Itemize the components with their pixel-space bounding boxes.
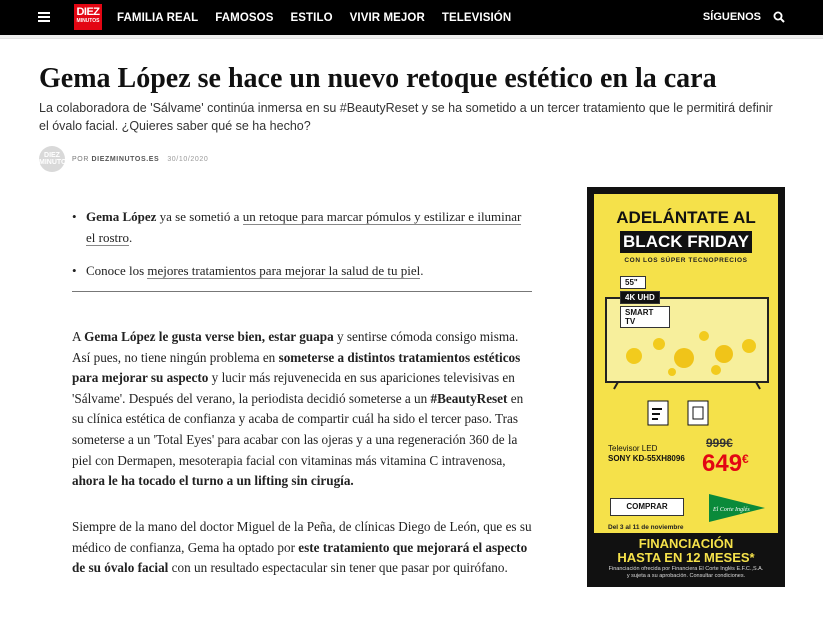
subnav-strip xyxy=(0,35,823,39)
list-item xyxy=(72,260,532,281)
bullet-text: ya se sometió a xyxy=(156,209,243,224)
text-run-bold: #BeautyReset xyxy=(430,390,508,406)
byline xyxy=(39,146,208,172)
main-nav xyxy=(117,0,528,35)
energy-label-icon xyxy=(640,399,720,427)
product-line-2: SONY KD-55XH8096 xyxy=(608,454,685,463)
spec-tag-smart: SMART TV xyxy=(620,306,670,328)
nav-item-estilo[interactable]: ESTILO xyxy=(290,11,333,24)
new-price-value: 649 xyxy=(702,450,743,477)
top-navigation-bar xyxy=(0,0,823,35)
text-run-bold: someterse a distintos tratamientos estéticos para mejorar su aspecto xyxy=(72,349,521,386)
ad-black-friday: BLACK FRIDAY xyxy=(620,231,752,253)
logo-text-bottom: MINUTOS xyxy=(76,18,100,24)
disclaimer-line-1: Financiación ofrecida por Financiera El Corte Inglés E.F.C.,S.A. xyxy=(608,566,764,572)
financing-line-2: HASTA EN 12 MESES* xyxy=(617,550,755,565)
ad-yellow-panel xyxy=(594,194,778,533)
text-run: con un resultado espectacular sin tener que pasar por quirófano. xyxy=(168,560,508,576)
product-line-1: Televisor LED xyxy=(608,444,658,453)
author-avatar[interactable]: DIEZ MINUTOS xyxy=(39,146,65,172)
author-line xyxy=(72,156,159,163)
text-run-bold: este tratamiento que mejorará el aspecto de su óvalo facial xyxy=(72,539,528,576)
text-run: en su clínica estética de confianza y acaba de compartir cuál ha sido el tercer paso. Tras someterse a un 'Total Eyes' para acabar con las ojeras y a una regeneración 360 de la piel con Dermapen, mesoterapia facial con vitaminas más vitamina C intravenosa, xyxy=(72,390,524,468)
text-run-bold: ahora le ha tocado el turno a un lifting sin cirugía. xyxy=(72,473,354,489)
article-paragraph-1 xyxy=(72,327,536,492)
text-run: y lucir más rejuvenecida en sus apariciones televisivas en 'Sálvame'. Después del verano, la periodista decidió someterse a un xyxy=(72,370,515,406)
related-link-tratamientos[interactable]: mejores tratamientos para mejorar la salud de tu piel xyxy=(147,263,421,278)
disclaimer-line-2: y sujeta a su aprobación. Consultar condiciones. xyxy=(626,573,746,579)
spec-tags xyxy=(620,276,670,330)
related-links-list xyxy=(72,206,532,281)
text-run: y sentirse cómoda consigo misma. Así pues, no tiene ningún problema en xyxy=(72,329,519,365)
text-run: Siempre de la mano del doctor Miguel de la Peña, de clínicas Diego de León, que es su médico de confianza, Gema ha optado por xyxy=(72,519,532,555)
financing-disclaimer xyxy=(587,566,785,580)
list-item xyxy=(72,206,532,248)
bullet-text: Conoce los xyxy=(86,263,148,278)
bullet-end: . xyxy=(420,263,424,278)
bullet-end: . xyxy=(128,230,133,245)
author-prefix: POR xyxy=(72,155,89,163)
publish-date: 30/10/2020 xyxy=(167,155,209,163)
site-logo[interactable] xyxy=(74,4,102,30)
article-paragraph-2 xyxy=(72,517,536,579)
text-run: A xyxy=(72,329,85,344)
divider xyxy=(72,291,532,292)
article-title: Gema López se hace un nuevo retoque estético en la cara xyxy=(39,63,717,94)
product-name xyxy=(608,444,685,464)
menu-icon[interactable] xyxy=(38,12,50,22)
promo-dates: Del 3 al 11 de noviembre xyxy=(608,524,684,531)
new-price xyxy=(702,450,749,478)
related-link-retoque[interactable]: un retoque para marcar pómulos y estilizar e iluminar el rostro xyxy=(86,209,522,245)
ad-headline: ADELÁNTATE AL xyxy=(616,208,756,227)
logo-text-top: DIEZ xyxy=(76,6,100,18)
search-icon[interactable] xyxy=(773,11,785,23)
buy-button[interactable]: COMPRAR xyxy=(610,498,684,516)
spec-tag-size: 55" xyxy=(620,276,646,289)
financing-headline xyxy=(587,537,785,565)
financing-line-1: FINANCIACIÓN xyxy=(638,536,734,551)
spec-tag-resolution: 4K UHD xyxy=(620,291,660,304)
author-name[interactable]: DIEZMINUTOS.ES xyxy=(91,155,160,163)
brand-text: El Corte Inglés xyxy=(713,507,750,513)
el-corte-ingles-logo xyxy=(707,490,767,526)
nav-item-familia-real[interactable]: FAMILIA REAL xyxy=(117,11,199,24)
follow-us-button[interactable]: SÍGUENOS xyxy=(702,11,761,23)
bullet-bold: Gema López xyxy=(86,209,157,224)
nav-item-television[interactable]: TELEVISIÓN xyxy=(441,11,512,24)
text-run-bold: Gema López le gusta verse bien, estar guapa xyxy=(84,329,334,344)
advertisement-banner[interactable] xyxy=(587,187,785,587)
currency-symbol: € xyxy=(742,452,749,466)
article-subtitle: La colaboradora de 'Sálvame' continúa inmersa en su #BeautyReset y se ha sometido a un tercer tratamiento que le permitirá definir el óvalo facial. ¿Quieres saber qué se ha hecho? xyxy=(39,101,773,133)
ad-tagline: CON LOS SÚPER TECNOPRECIOS xyxy=(624,257,748,264)
nav-item-famosos[interactable]: FAMOSOS xyxy=(215,11,274,24)
old-price: 999€ xyxy=(706,436,733,450)
nav-item-vivir-mejor[interactable]: VIVIR MEJOR xyxy=(349,11,425,24)
